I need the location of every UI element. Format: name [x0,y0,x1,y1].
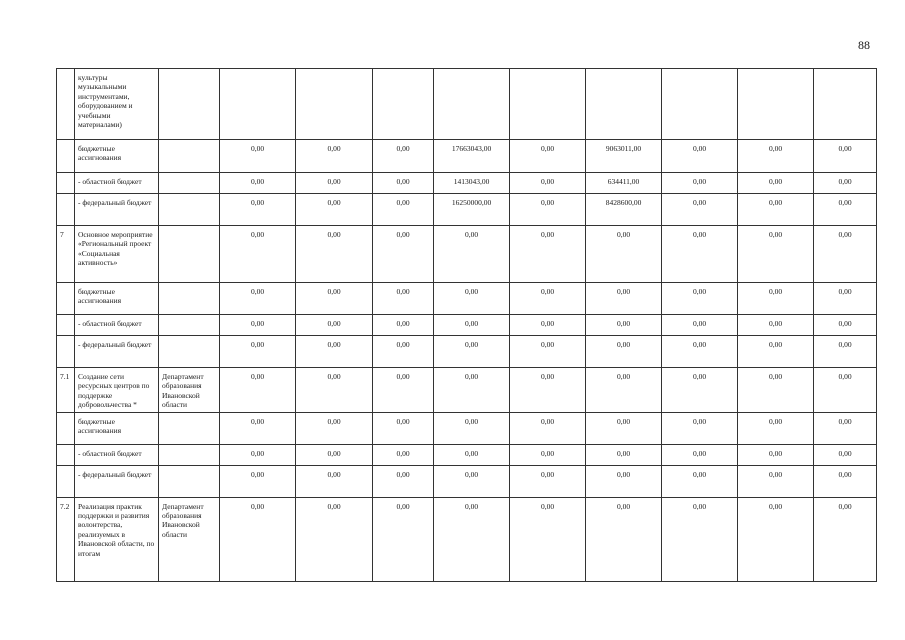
value-cell: 634411,00 [586,173,662,194]
value-cell: 0,00 [373,497,434,581]
value-cell: 0,00 [510,140,586,173]
value-cell: 0,00 [373,412,434,444]
value-cell: 0,00 [814,283,877,315]
row-name-cell: культуры музыкальными инструментами, оборудованием и учебными материалами) [75,69,159,140]
value-cell: 0,00 [296,497,373,581]
value-cell: 0,00 [220,336,296,368]
value-cell: 0,00 [738,465,814,497]
value-cell: 0,00 [373,173,434,194]
row-number-cell: 7.2 [57,497,75,581]
executor-cell [159,140,220,173]
row-name-cell: бюджетные ассигнования [75,283,159,315]
value-cell: 0,00 [220,194,296,226]
value-cell: 8428600,00 [586,194,662,226]
value-cell: 0,00 [510,465,586,497]
row-number-cell [57,69,75,140]
value-cell: 0,00 [738,140,814,173]
table-row [57,412,877,444]
value-cell: 0,00 [220,444,296,465]
value-cell: 16250000,00 [434,194,510,226]
value-cell: 17663043,00 [434,140,510,173]
value-cell: 0,00 [738,283,814,315]
row-name-cell: Основное мероприятие «Региональный проект «Социальная активность» [75,226,159,283]
row-name-cell: бюджетные ассигнования [75,412,159,444]
value-cell: 0,00 [220,497,296,581]
table-row [57,283,877,315]
table-row [57,69,877,140]
value-cell: 0,00 [510,194,586,226]
value-cell: 0,00 [296,315,373,336]
page-number: 88 [858,38,870,52]
value-cell: 0,00 [220,283,296,315]
table-row [57,368,877,413]
value-cell: 0,00 [662,465,738,497]
value-cell: 0,00 [510,173,586,194]
budget-table [56,68,877,582]
value-cell: 0,00 [586,465,662,497]
value-cell [662,69,738,140]
value-cell: 0,00 [586,497,662,581]
value-cell: 0,00 [662,368,738,413]
row-name-cell: Реализация практик поддержки и развития волонтерства, реализуемых в Ивановской области, по итогам [75,497,159,581]
value-cell: 0,00 [510,283,586,315]
value-cell: 0,00 [373,368,434,413]
executor-cell [159,336,220,368]
executor-cell: Департамент образования Ивановской области [159,497,220,581]
value-cell: 0,00 [738,497,814,581]
value-cell: 0,00 [814,368,877,413]
value-cell: 1413043,00 [434,173,510,194]
value-cell [373,69,434,140]
value-cell: 0,00 [434,226,510,283]
value-cell [738,69,814,140]
table-row [57,194,877,226]
executor-cell [159,444,220,465]
row-number-cell [57,465,75,497]
value-cell: 0,00 [738,173,814,194]
value-cell: 0,00 [296,465,373,497]
value-cell: 0,00 [814,497,877,581]
value-cell: 0,00 [434,465,510,497]
row-number-cell [57,140,75,173]
table-row [57,226,877,283]
value-cell: 9063011,00 [586,140,662,173]
value-cell: 0,00 [296,173,373,194]
value-cell: 0,00 [373,140,434,173]
value-cell: 0,00 [296,194,373,226]
value-cell: 0,00 [738,368,814,413]
executor-cell [159,465,220,497]
value-cell [814,69,877,140]
value-cell: 0,00 [814,465,877,497]
value-cell [510,69,586,140]
value-cell: 0,00 [220,412,296,444]
value-cell: 0,00 [220,315,296,336]
value-cell: 0,00 [662,226,738,283]
row-number-cell [57,315,75,336]
value-cell: 0,00 [373,336,434,368]
table-row [57,444,877,465]
row-name-cell: бюджетные ассигнования [75,140,159,173]
row-number-cell [57,444,75,465]
value-cell: 0,00 [510,444,586,465]
value-cell: 0,00 [738,315,814,336]
table-row [57,497,877,581]
value-cell: 0,00 [738,444,814,465]
executor-cell: Департамент образования Ивановской области [159,368,220,413]
value-cell [586,69,662,140]
row-name-cell: - федеральный бюджет [75,194,159,226]
value-cell: 0,00 [738,226,814,283]
value-cell: 0,00 [662,444,738,465]
value-cell: 0,00 [662,173,738,194]
value-cell: 0,00 [586,315,662,336]
value-cell: 0,00 [814,444,877,465]
value-cell: 0,00 [814,140,877,173]
value-cell: 0,00 [373,283,434,315]
value-cell: 0,00 [586,412,662,444]
row-name-cell: Создание сети ресурсных центров по поддержке добровольчества * [75,368,159,413]
value-cell: 0,00 [296,444,373,465]
value-cell: 0,00 [662,497,738,581]
executor-cell [159,194,220,226]
value-cell: 0,00 [662,283,738,315]
value-cell: 0,00 [434,444,510,465]
value-cell [434,69,510,140]
value-cell: 0,00 [373,194,434,226]
row-number-cell [57,283,75,315]
executor-cell [159,69,220,140]
value-cell: 0,00 [220,173,296,194]
row-number-cell [57,336,75,368]
value-cell: 0,00 [662,336,738,368]
value-cell: 0,00 [296,412,373,444]
value-cell: 0,00 [814,194,877,226]
value-cell: 0,00 [220,368,296,413]
row-name-cell: - областной бюджет [75,173,159,194]
value-cell: 0,00 [296,140,373,173]
value-cell: 0,00 [296,368,373,413]
value-cell: 0,00 [434,283,510,315]
value-cell: 0,00 [586,336,662,368]
executor-cell [159,226,220,283]
value-cell: 0,00 [510,412,586,444]
value-cell: 0,00 [814,173,877,194]
table-row [57,140,877,173]
executor-cell [159,412,220,444]
value-cell: 0,00 [738,336,814,368]
row-name-cell: - областной бюджет [75,315,159,336]
value-cell: 0,00 [434,497,510,581]
table-row [57,173,877,194]
table-row [57,465,877,497]
value-cell: 0,00 [434,368,510,413]
value-cell: 0,00 [586,368,662,413]
row-number-cell: 7.1 [57,368,75,413]
value-cell: 0,00 [814,315,877,336]
value-cell: 0,00 [586,283,662,315]
value-cell: 0,00 [510,336,586,368]
value-cell: 0,00 [662,412,738,444]
value-cell: 0,00 [373,465,434,497]
value-cell: 0,00 [738,194,814,226]
value-cell: 0,00 [296,226,373,283]
value-cell: 0,00 [510,368,586,413]
table-row [57,315,877,336]
row-number-cell [57,173,75,194]
value-cell: 0,00 [662,194,738,226]
value-cell: 0,00 [434,315,510,336]
value-cell: 0,00 [662,140,738,173]
value-cell: 0,00 [373,444,434,465]
value-cell [296,69,373,140]
value-cell: 0,00 [510,497,586,581]
executor-cell [159,283,220,315]
value-cell: 0,00 [510,226,586,283]
value-cell: 0,00 [586,226,662,283]
value-cell [220,69,296,140]
row-name-cell: - федеральный бюджет [75,336,159,368]
row-number-cell [57,194,75,226]
value-cell: 0,00 [220,226,296,283]
value-cell: 0,00 [434,336,510,368]
value-cell: 0,00 [510,315,586,336]
value-cell: 0,00 [662,315,738,336]
value-cell: 0,00 [586,444,662,465]
row-name-cell: - федеральный бюджет [75,465,159,497]
table-row [57,336,877,368]
executor-cell [159,315,220,336]
value-cell: 0,00 [373,315,434,336]
value-cell: 0,00 [220,465,296,497]
executor-cell [159,173,220,194]
value-cell: 0,00 [738,412,814,444]
value-cell: 0,00 [296,336,373,368]
value-cell: 0,00 [814,412,877,444]
value-cell: 0,00 [373,226,434,283]
value-cell: 0,00 [814,226,877,283]
value-cell: 0,00 [434,412,510,444]
value-cell: 0,00 [220,140,296,173]
row-name-cell: - областной бюджет [75,444,159,465]
value-cell: 0,00 [296,283,373,315]
row-number-cell [57,412,75,444]
row-number-cell: 7 [57,226,75,283]
value-cell: 0,00 [814,336,877,368]
